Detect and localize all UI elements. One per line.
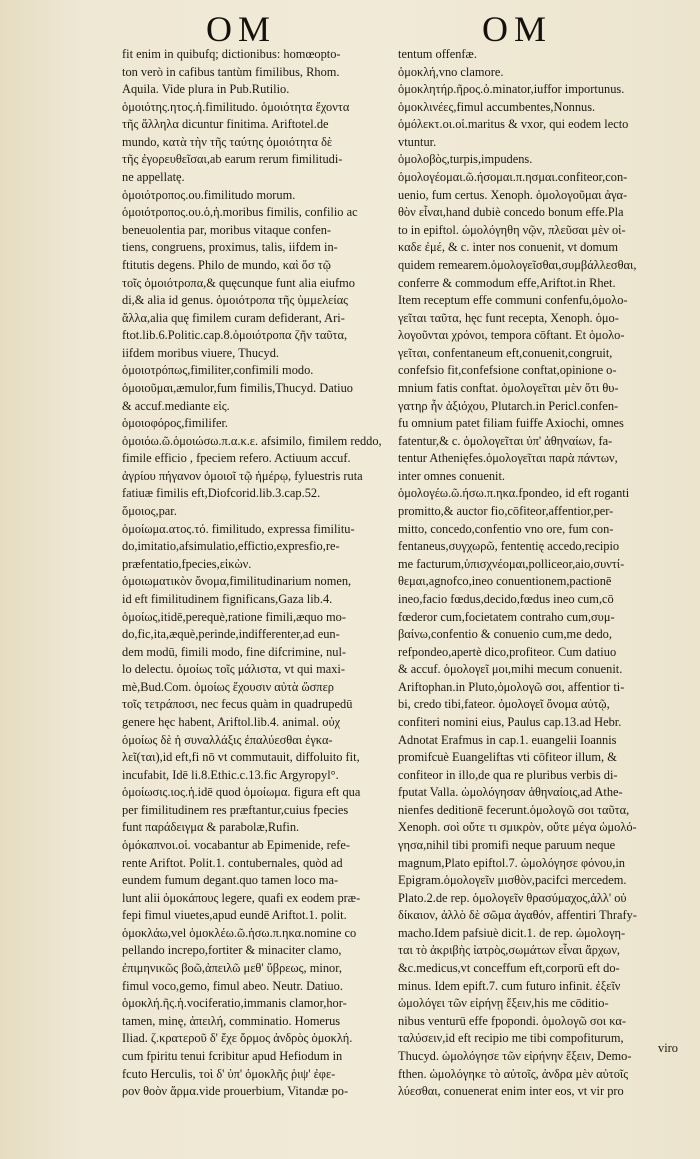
text-line: ἀγρίου πήγανον ὁμοιοῖ τῷ ἡμέρῳ, fyluestris ruta bbox=[122, 468, 363, 483]
text-line: rente Ariftot. Polit.1. contubernales, quòd ad bbox=[122, 855, 343, 870]
text-line: mitto, concedo,confentio vno ore, fum con- bbox=[398, 521, 614, 536]
text-line: id eft fimilitudinem fignificans,Gaza lib.4. bbox=[122, 591, 333, 606]
text-line: fimile efficio , fpeciem refero. Actiuum accuf. bbox=[122, 451, 351, 466]
text-line: cum fpiritu tenui fcribitur apud Hefiodum in bbox=[122, 1048, 343, 1063]
text-line: fit enim in quibufq; dictionibus: homœopto- bbox=[122, 47, 341, 61]
text-line: ὁμοκλητήρ.ῆρος.ὁ.minator,iuffor importunus. bbox=[398, 82, 625, 97]
text-line: to in epiftol. ὡμολόγηθη νῷν, πλεῦσαι μὲν οἰ- bbox=[398, 222, 626, 237]
text-line: nibus venturū effe fpopondi. ὁμολογῶ σοι κα- bbox=[398, 1013, 626, 1028]
text-line: ὁμοιοτρόπως,fimiliter,confimili modo. bbox=[122, 363, 314, 378]
text-line: conferre & commodum effe,Ariftot.in Rhet. bbox=[398, 275, 616, 290]
text-line: ὁμοκλινέες,fimul accumbentes,Nonnus. bbox=[398, 99, 596, 114]
text-line: ὁμοιότης.ητος.ἡ.fimilitudo. ὁμοιότητα ἔχοντα bbox=[122, 99, 350, 114]
text-line: do,fic,ita,æquè,perinde,indifferenter,ad eun- bbox=[122, 627, 340, 642]
text-line: fatiuæ fimilis eft,Diofcorid.lib.3.cap.52. bbox=[122, 486, 321, 501]
text-line: incufabit, Idē li.8.Ethic.c.13.fic Argyropyl°. bbox=[122, 767, 339, 782]
text-line: tamen, minę, ἀπειλή, comminatio. Homerus bbox=[122, 1013, 341, 1028]
text-line: Aquila. Vide plura in Pub.Rutilio. bbox=[122, 82, 290, 97]
text-line: ρον θοὸν ἅρμα.vide prouerbium, Vitandæ po- bbox=[122, 1084, 349, 1099]
text-line: præfentatio,fpecies,εἰκὼν. bbox=[122, 556, 252, 571]
text-line: ὁμοίωμα.ατος.τό. fimilitudo, expressa fimilitu- bbox=[122, 521, 355, 536]
text-line: inter omnes conuenit. bbox=[398, 468, 506, 483]
text-line: funt παράδειγμα & parabolæ,Rufin. bbox=[122, 820, 300, 835]
text-line: tentur Athenięfes.ὁμολογεῖται παρὰ πάντων, bbox=[398, 451, 618, 466]
text-line: ftitutis degens. Philo de mundo, καὶ ὅσ τῷ bbox=[122, 257, 331, 272]
text-line: minus. Idem epift.7. cum futuro infinit. ἐξεῖν bbox=[398, 978, 621, 993]
text-line: refpondeo,apertè dico,profiteor. Cum datiuo bbox=[398, 644, 617, 659]
text-line: do,imitatio,afsimulatio,effictio,expresfio,re- bbox=[122, 539, 340, 554]
text-line: dem modū, fimili modo, fine difcrimine, nul- bbox=[122, 644, 347, 659]
text-line: iifdem moribus viuere, Thucyd. bbox=[122, 345, 280, 360]
text-line: τοῖς τετράποσι, nec fecus quàm in quadrupedū bbox=[122, 697, 353, 712]
text-line: eundem fumum degant.quo tamen loco ma- bbox=[122, 873, 339, 888]
text-line: λύεσθαι, conuenerat enim inter eos, vt vir pro bbox=[398, 1084, 624, 1099]
text-line: fentaneus,συγχωρῶ, fententię accedo,recipio bbox=[398, 539, 620, 554]
text-line: mè,Bud.Com. ὁμοίως ἔχουσιν αὐτὰ ὥσπερ bbox=[122, 679, 334, 694]
text-line: ὡμολόγει τῶν εἰρήνῃ ἕξειν,his me cōditio- bbox=[398, 996, 609, 1011]
text-line: λογοῦνται χρόνοι, tempora cōftant. Et ὁμολο- bbox=[398, 328, 625, 343]
text-line: τῆς ἐγορευθεῖσαι,ab earum rerum fimilitudi- bbox=[122, 152, 343, 167]
text-line: ineo,facio fœdus,decido,fœdus ineo cum,cō bbox=[398, 591, 614, 606]
text-line: ὁμοίως,itidē,perequè,ratione fimili,æquo mo- bbox=[122, 609, 346, 624]
text-line: vtuntur. bbox=[398, 134, 437, 149]
text-line: fœderor cum,focietatem contraho cum,συμ- bbox=[398, 609, 615, 624]
text-line: ἄλλα,alia quę fimilem curam defiderant, Ari- bbox=[122, 310, 345, 325]
text-line: ὁμοκλή,vno clamore. bbox=[398, 64, 504, 79]
text-line: καδε ἐμέ, & c. inter nos conuenit, vt domum bbox=[398, 240, 619, 255]
text-line: confiteri nomini eius, Paulus cap.13.ad Hebr. bbox=[398, 714, 622, 729]
text-line: tiens, congruens, proximus, talis, iifdem in- bbox=[122, 240, 338, 255]
text-line: ὁμολογέω.ῶ.ήσω.π.ηκα.fpondeo, id eft roganti bbox=[398, 486, 630, 501]
text-line: macho.Idem pafsiuè dicit.1. de rep. ὡμολογη- bbox=[398, 925, 626, 940]
text-line: τοῖς ὁμοιότροπα,& quęcunque funt alia eiufmo bbox=[122, 275, 355, 290]
text-line: τῆς ἄλληλα dicuntur finitima. Ariftotel.de bbox=[122, 117, 329, 132]
text-line: ὁμοκλή.ῆς.ἡ.vociferatio,immanis clamor,hor- bbox=[122, 996, 347, 1011]
text-line: lunt alii ὁμοκάπους legere, quafi ex eodem præ- bbox=[122, 890, 361, 905]
text-line: pellando increpo,fortiter & minaciter clamo, bbox=[122, 943, 342, 958]
text-line: ὁμοιόω.ῶ.ὁμοιώσω.π.α.κ.ε. afsimilo, fimilem reddo, bbox=[122, 433, 382, 448]
text-line: ftot.lib.6.Politic.cap.8.ὁμοιότροπα ζῆν ταῦτα, bbox=[122, 328, 348, 343]
text-line: di,& alia id genus. ὁμοιότροπα τῆς ὑμμελείας bbox=[122, 293, 349, 308]
text-line: γεῖται ταῦτα, hęc funt recepta, Xenoph. ὁμο- bbox=[398, 310, 619, 325]
text-line: fcuto Herculis, τοὶ δ' ὑπ' ὁμοκλῆς ῥιψ' ἐφε- bbox=[122, 1066, 336, 1081]
text-line: ταλύσειν,id eft recipio me tibi compofiturum, bbox=[398, 1031, 624, 1046]
text-line: fimul voco,gemo, fimul abeo. Neutr. Datiuo. bbox=[122, 978, 343, 993]
text-line: mnium fatis conftat. ὁμολογεῖται μὲν ὅτι θυ- bbox=[398, 380, 619, 395]
text-line: ne appellatę. bbox=[122, 170, 185, 185]
text-line: promitto,& auctor fio,cōfiteor,affentior,per- bbox=[398, 504, 614, 519]
text-line: fu omnium patet filiam fuiffe Axiochi, omnes bbox=[398, 416, 624, 431]
text-line: Item receptum effe communi confenfu,ὁμολο- bbox=[398, 293, 628, 308]
left-column bbox=[122, 46, 384, 1101]
text-line: fatentur,& c. ὁμολογεῖται ὑπ' ἀθηναίων, fa- bbox=[398, 433, 613, 448]
text-line: θὸν εἶναι,hand dubiè concedo bonum effe.Pla bbox=[398, 205, 624, 220]
text-line: fthen. ὡμολόγηκε τὸ αὐτοῖς, ἀνδρα μὲν αὐτοῖς bbox=[398, 1066, 629, 1081]
text-line: ὁμοιότροπος.ου.ὁ,ἡ.moribus fimilis, confilio ac bbox=[122, 205, 358, 220]
text-line: ὁμοιωματικὸν ὄνομα,fimilitudinarium nomen, bbox=[122, 574, 352, 589]
catchword: viro bbox=[658, 1041, 678, 1055]
text-line: ὁμοίωσις.ιος.ἡ.idē quod ὁμοίωμα. figura eft qua bbox=[122, 785, 361, 800]
text-line: per fimilitudinem res præftantur,cuius fpecies bbox=[122, 802, 349, 817]
text-line: tentum offenfæ. bbox=[398, 47, 477, 61]
text-line: beneuolentia par, moribus vitaque confen- bbox=[122, 222, 332, 237]
text-line: genere hęc habent, Ariftol.lib.4. animal. οὐχ bbox=[122, 714, 341, 729]
text-line: confiteor in illo,de qua re pluribus verbis di- bbox=[398, 767, 618, 782]
text-line: ὁμοιοῦμαι,æmulor,fum fimilis,Thucyd. Datiuo bbox=[122, 380, 354, 395]
text-line: ται τὸ ἀκριβὴς ἰατρὸς,σωμάτων εἶναι ἄρχων, bbox=[398, 943, 621, 958]
text-line: ὁμολοβὸς,turpis,impudens. bbox=[398, 152, 533, 167]
text-line: ὁμόλεκτ.οι.οἱ.maritus & vxor, qui eodem lecto bbox=[398, 117, 629, 132]
text-line: βαίνω,confentio & conuenio cum,me dedo, bbox=[398, 627, 612, 642]
text-line: uenio, fum certus. Xenoph. ὁμολογοῦμαι ἀγα- bbox=[398, 187, 628, 202]
text-line: lo delectu. ὁμοίως τοῖς μάλιστα, vt qui maxi- bbox=[122, 662, 345, 677]
text-line: Ariftophan.in Pluto,ὁμολογῶ σοι, affentior ti- bbox=[398, 679, 625, 694]
text-line: Plato.2.de rep. ὁμολογεῖν θρασύμαχος,ἀλλ' οὐ bbox=[398, 890, 627, 905]
text-line: ὁμόκαπνοι.οἱ. vocabantur ab Epimenide, refe- bbox=[122, 838, 351, 853]
text-line: λεῖ(ται),id eft,fi nō vt commutauit, diffoluito fit, bbox=[122, 750, 360, 765]
text-line: bi, credo tibi,fateor. ὁμολογεῖ ὄνομα αὐτῷ, bbox=[398, 697, 610, 712]
text-line: Iliad. ζ.κρατεροῦ δ' ἔχε ὄρμος ἀνδρὸς ὁμοκλή. bbox=[122, 1031, 353, 1046]
text-line: γησα,nihil tibi promifi neque paruum neque bbox=[398, 838, 616, 853]
text-line: promifcuè Euangeliftas vti cōfiteor illum, & bbox=[398, 750, 617, 765]
right-column bbox=[398, 46, 686, 1101]
text-line: ὁμοιοφόρος,fimilifer. bbox=[122, 416, 228, 431]
text-line: me facturum,ὑπισχνέομαι,polliceor,aio,συντί- bbox=[398, 556, 625, 571]
text-line: ὁμολογέομαι.ῶ.ήσομαι.π.ησμαι.confiteor,con- bbox=[398, 170, 628, 185]
text-line: θεμαι,agnofco,ineo conuentionem,pactionē bbox=[398, 574, 612, 589]
text-line: γατηρ ἦν ἀξιόχου, Plutarch.in Pericl.confen- bbox=[398, 398, 619, 413]
text-line: fputat Valla. ὡμολόγησαν ἀθηναίοις,ad Athe- bbox=[398, 785, 623, 800]
text-line: nienfes deditionē fecerunt.ὁμολογῶ σοι ταῦτα, bbox=[398, 802, 630, 817]
running-head-left: OM bbox=[206, 9, 277, 49]
text-line: δίκαιον, ἀλλὸ δὲ σῶμα ἀγαθόν, affentiri Thrafy- bbox=[398, 908, 637, 923]
text-line: ὁμοκλάω,vel ὁμοκλέω.ῶ.ἡσω.π.ηκα.nomine co bbox=[122, 925, 357, 940]
text-line: ἐπιμηνικῶς βοῶ,ἀπειλῶ μεθ' ὕβρεως, minor, bbox=[122, 961, 342, 976]
text-line: confefsio fit,confefsione conftat,opinione o- bbox=[398, 363, 617, 378]
text-line: Epigram.ὁμολογεῖν μισθὸν,pacifci mercedem. bbox=[398, 873, 627, 888]
text-line: & accuf.mediante εἰς. bbox=[122, 398, 230, 413]
text-line: fepi fimul viuetes,apud eundē Ariftot.1. polit. bbox=[122, 908, 347, 923]
text-line: Xenoph. σοὶ οὔτε τι σμικρὸν, οὔτε μέγα ὡμολό- bbox=[398, 820, 637, 835]
text-line: γεῖται, confentaneum eft,conuenit,congruit, bbox=[398, 345, 613, 360]
text-line: ton verò in cafibus tantùm fimilibus, Rhom. bbox=[122, 64, 340, 79]
text-line: & accuf. ὁμολογεῖ μοι,mihi mecum conuenit. bbox=[398, 662, 623, 677]
text-line: magnum,Plato epiftol.7. ὡμολόγησε φόνου,in bbox=[398, 855, 626, 870]
text-line: quidem remearem.ὁμολογεῖσθαι,συμβάλλεσθαι, bbox=[398, 257, 637, 272]
text-line: Thucyd. ὡμολόγησε τῶν εἰρήνην ἕξειν, Demo- bbox=[398, 1048, 632, 1063]
text-line: ὁμοίως δὲ ἡ συναλλάξις ἐπαλύεσθαι ἐγκα- bbox=[122, 732, 333, 747]
text-line: Adnotat Erafmus in cap.1. euangelii Ioannis bbox=[398, 732, 617, 747]
text-line: ὅμοιος,par. bbox=[122, 504, 177, 519]
running-head-right: OM bbox=[482, 9, 553, 49]
text-line: &c.medicus,vt conceffum eft,corporū eft do- bbox=[398, 961, 620, 976]
text-line: mundo, κατὰ τὴν τῆς ταύτης ὁμοιότητα δὲ bbox=[122, 134, 333, 149]
text-line: ὁμοιότροπος.ου.fimilitudo morum. bbox=[122, 187, 296, 202]
